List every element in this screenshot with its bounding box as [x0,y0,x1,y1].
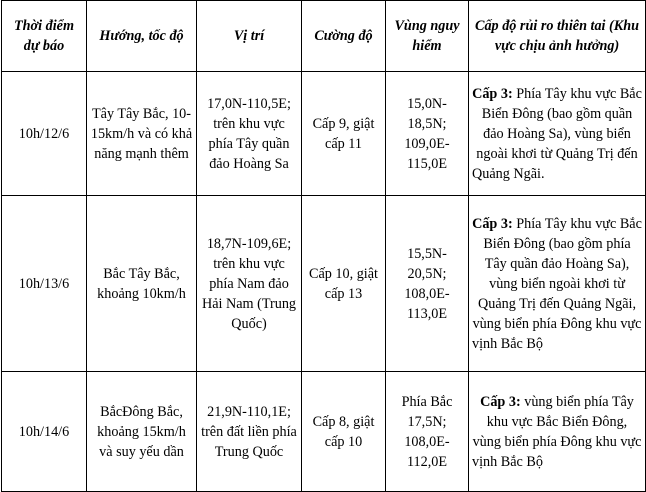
cell-danger-zone: Phía Bắc 17,5N; 108,0E-112,0E [386,372,469,492]
header-danger-zone: Vùng nguy hiểm [386,1,469,72]
cell-risk [469,372,646,492]
risk-text: vùng biển phía Tây khu vực Bắc Biển Đông, vùng biển phía Đông khu vực vịnh Bắc Bộ [472,393,642,470]
risk-level: Cấp 3: [472,85,513,102]
header-direction: Hướng, tốc độ [87,1,197,72]
header-intensity: Cường độ [302,1,386,72]
cell-position: 17,0N-110,5E; trên khu vực phía Tây quần đảo Hoàng Sa [197,72,302,196]
cell-intensity: Cấp 8, giật cấp 10 [302,372,386,492]
table-row [2,72,646,196]
cell-intensity: Cấp 9, giật cấp 11 [302,72,386,196]
cell-time: 10h/12/6 [2,72,87,196]
cell-position: 21,9N-110,1E; trên đất liền phía Trung Quốc [197,372,302,492]
risk-text: Phía Tây khu vực Bắc Biển Đông (bao gồm quần đảo Hoàng Sa), vùng biển ngoài khơi từ Quảng Trị đến Quảng Ngãi. [472,85,642,182]
table-row [2,372,646,492]
cell-direction: Bắc Tây Bắc, khoảng 10km/h [87,196,197,372]
header-risk: Cấp độ rủi ro thiên tai (Khu vực chịu ảnh hưởng) [469,1,646,72]
cell-intensity: Cấp 10, giật cấp 13 [302,196,386,372]
cell-time: 10h/14/6 [2,372,87,492]
cell-direction: Tây Tây Bắc, 10-15km/h và có khả năng mạnh thêm [87,72,197,196]
risk-text: Phía Tây khu vực Bắc Biển Đông (bao gồm phía Tây quần đảo Hoàng Sa), vùng biển ngoài khơi từ Quảng Trị đến Quảng Ngãi, vùng biển phía Đông khu vực vịnh Bắc Bộ [472,215,642,352]
table-row [2,196,646,372]
risk-level: Cấp 3: [480,393,521,410]
cell-position: 18,7N-109,6E; trên khu vực phía Nam đảo Hải Nam (Trung Quốc) [197,196,302,372]
cell-risk [469,196,646,372]
table-header-row [2,1,646,72]
header-time: Thời điểm dự báo [2,1,87,72]
risk-level: Cấp 3: [472,215,513,232]
cell-direction: BắcĐông Bắc, khoảng 15km/h và suy yếu dần [87,372,197,492]
cell-time: 10h/13/6 [2,196,87,372]
cell-danger-zone: 15,5N-20,5N; 108,0E-113,0E [386,196,469,372]
storm-forecast-table [1,0,646,492]
cell-risk [469,72,646,196]
cell-danger-zone: 15,0N-18,5N; 109,0E-115,0E [386,72,469,196]
header-position: Vị trí [197,1,302,72]
